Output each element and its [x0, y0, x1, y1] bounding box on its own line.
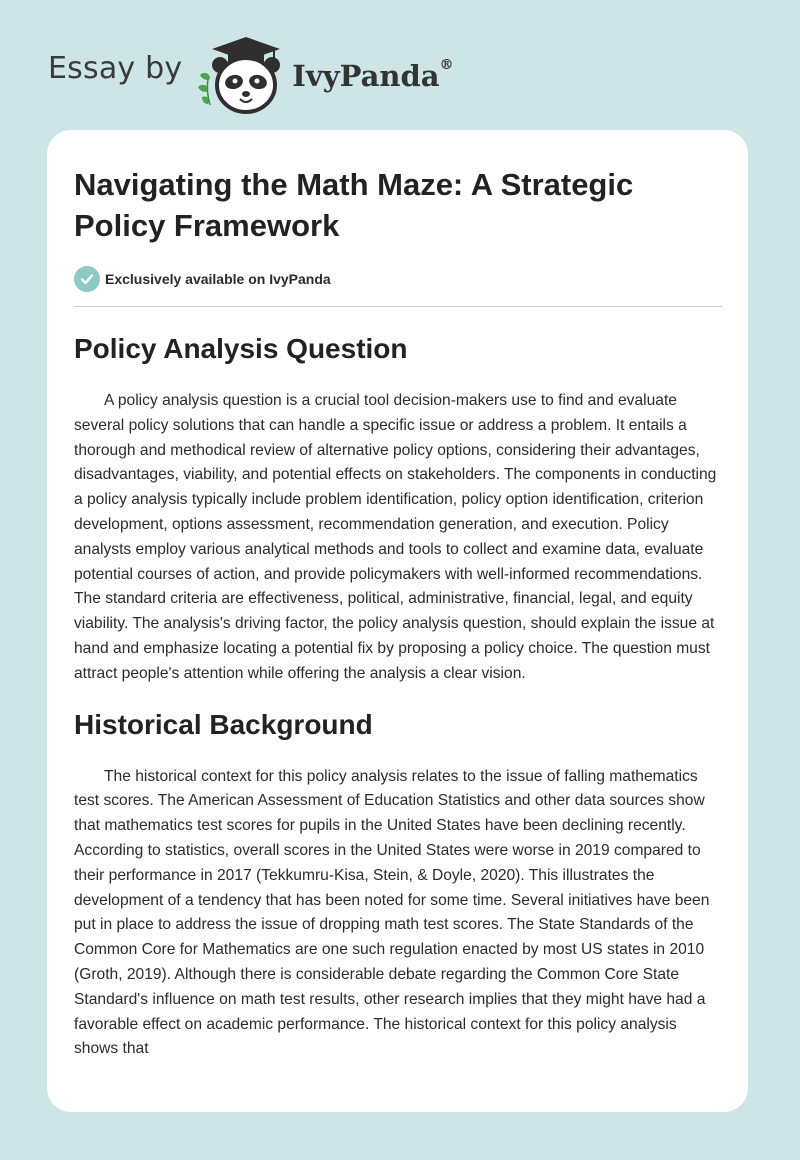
essay-title: Navigating the Math Maze: A Strategic Policy Framework	[74, 167, 634, 243]
essay-card	[47, 130, 748, 1112]
exclusive-label: Exclusively available on IvyPanda	[105, 271, 331, 287]
brand-name[interactable]	[292, 59, 453, 93]
site-header	[48, 30, 454, 120]
divider	[74, 306, 722, 307]
exclusive-badge	[74, 266, 722, 292]
section-paragraph-policy-analysis: A policy analysis question is a crucial tool decision-makers use to find and evaluate several policy solutions that can handle a specific issue or address a problem. It entails a thorough and methodical review of alternative policy options, considering their advantages, disadvantages, viability, and potential effects on stakeholders. The components in conducting a policy analysis typically include problem identification, policy option identification, criterion development, options assessment, recommendation generation, and execution. Policy analysts employ various analytical methods and tools to collect and examine data, evaluate potential courses of action, and provide policymakers with well-informed recommendations. The standard criteria are effectiveness, political, administrative, financial, legal, and equity viability. The analysis's driving factor, the policy analysis question, should explain the issue at hand and emphasize locating a potential fix by proposing a policy choice. The question must attract people's attention while offering the analysis a clear vision.	[74, 392, 717, 682]
section-heading-historical-background: Historical Background	[74, 708, 373, 740]
check-icon	[74, 266, 100, 292]
panda-graduate-logo-icon[interactable]	[194, 35, 286, 115]
section-paragraph-historical-background: The historical context for this policy analysis relates to the issue of falling mathematics test scores. The American Assessment of Education Statistics and other data sources show that mathematics test scores for pupils in the United States have been declining recently. According to statistics, overall scores in the United States were worse in 2019 compared to their performance in 2017 (Tekkumru-Kisa, Stein, & Doyle, 2020). This illustrates the development of a tendency that has been noted for some time. Several initiatives have been put in place to address the issue of dropping math test scores. The State Standards of the Common Core for Mathematics are one such regulation enacted by most US states in 2010 (Groth, 2019). Although there is considerable debate regarding the Common Core State Standard's influence on math test results, other research implies that they might have had a favorable effect on academic performance. The historical context for this policy analysis shows that	[74, 767, 710, 1058]
essay-by-label: Essay by	[48, 50, 183, 86]
registered-mark: ®	[439, 57, 454, 73]
brand-text: IvyPanda	[292, 59, 440, 93]
section-heading-policy-analysis: Policy Analysis Question	[74, 333, 408, 364]
panda-logo-svg	[194, 35, 286, 115]
